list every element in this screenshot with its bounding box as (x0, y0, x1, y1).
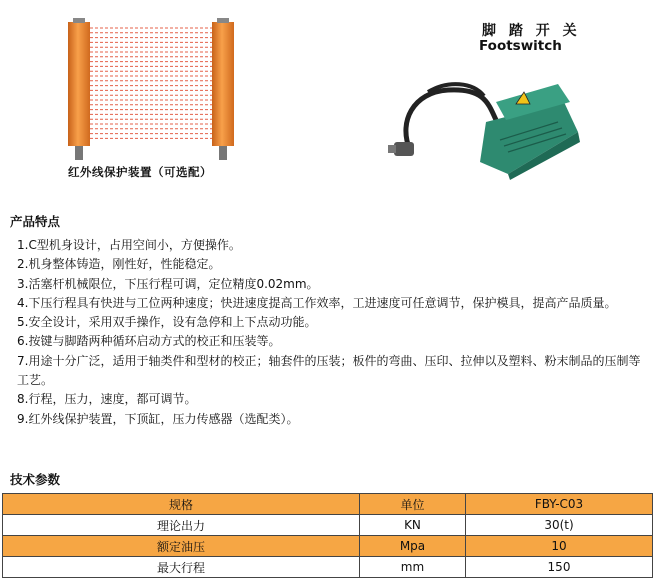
feature-item-9: 9.红外线保护装置，下顶缸，压力传感器（选配类）。 (17, 411, 299, 426)
feature-item-3: 3.活塞杆机械限位，下压行程可调，定位精度0.02mm。 (17, 276, 319, 291)
spec-header-row (3, 494, 653, 515)
spec-cell: mm (360, 557, 466, 578)
feature-item-6: 6.按键与脚踏两种循环启动方式的校正和压装等。 (17, 334, 281, 349)
spec-header-cell: 单位 (360, 494, 466, 515)
footswitch-title-en: Footswitch (479, 38, 562, 54)
spec-cell: 额定油压 (3, 536, 360, 557)
spec-row (3, 515, 653, 536)
feature-item-8: 8.行程，压力，速度，都可调节。 (17, 392, 197, 407)
spec-row (3, 557, 653, 578)
spec-cell: 150 (466, 557, 653, 578)
feature-item-1: 1.C型机身设计，占用空间小，方便操作。 (17, 238, 241, 252)
footswitch-title-cn: 脚 踏 开 关 (482, 23, 581, 39)
spec-row (3, 536, 653, 557)
feature-item-5: 5.安全设计，采用双手操作，设有急停和上下点动功能。 (17, 315, 317, 330)
spec-cell: 理论出力 (3, 515, 360, 536)
spec-cell: 30(t) (466, 515, 653, 536)
spec-cell: 10 (466, 536, 653, 557)
light-curtain-caption: 红外线保护装置（可选配） (68, 165, 212, 179)
spec-header-cell: 规格 (3, 494, 360, 515)
spec-cell: 最大行程 (3, 557, 360, 578)
spec-header-cell: FBY-C03 (466, 494, 653, 515)
spec-cell: KN (360, 515, 466, 536)
footswitch-image (388, 62, 588, 180)
spec-cell: Mpa (360, 536, 466, 557)
spec-table (2, 493, 653, 578)
features-list (17, 236, 649, 429)
feature-item-2: 2.机身整体铸造，刚性好，性能稳定。 (17, 257, 221, 272)
features-title: 产品特点 (10, 214, 61, 229)
specs-title: 技术参数 (10, 472, 61, 487)
light-curtain-image (62, 18, 240, 163)
feature-item-7: 7.用途十分广泛，适用于轴类件和型材的校正；轴套件的压装；板件的弯曲、压印、拉伸以及塑料、粉末制品的压制等工艺。 (17, 353, 641, 388)
feature-item-4: 4.下压行程具有快进与工位两种速度；快进速度提高工作效率，工进速度可任意调节，保护模具，提高产品质量。 (17, 295, 617, 310)
